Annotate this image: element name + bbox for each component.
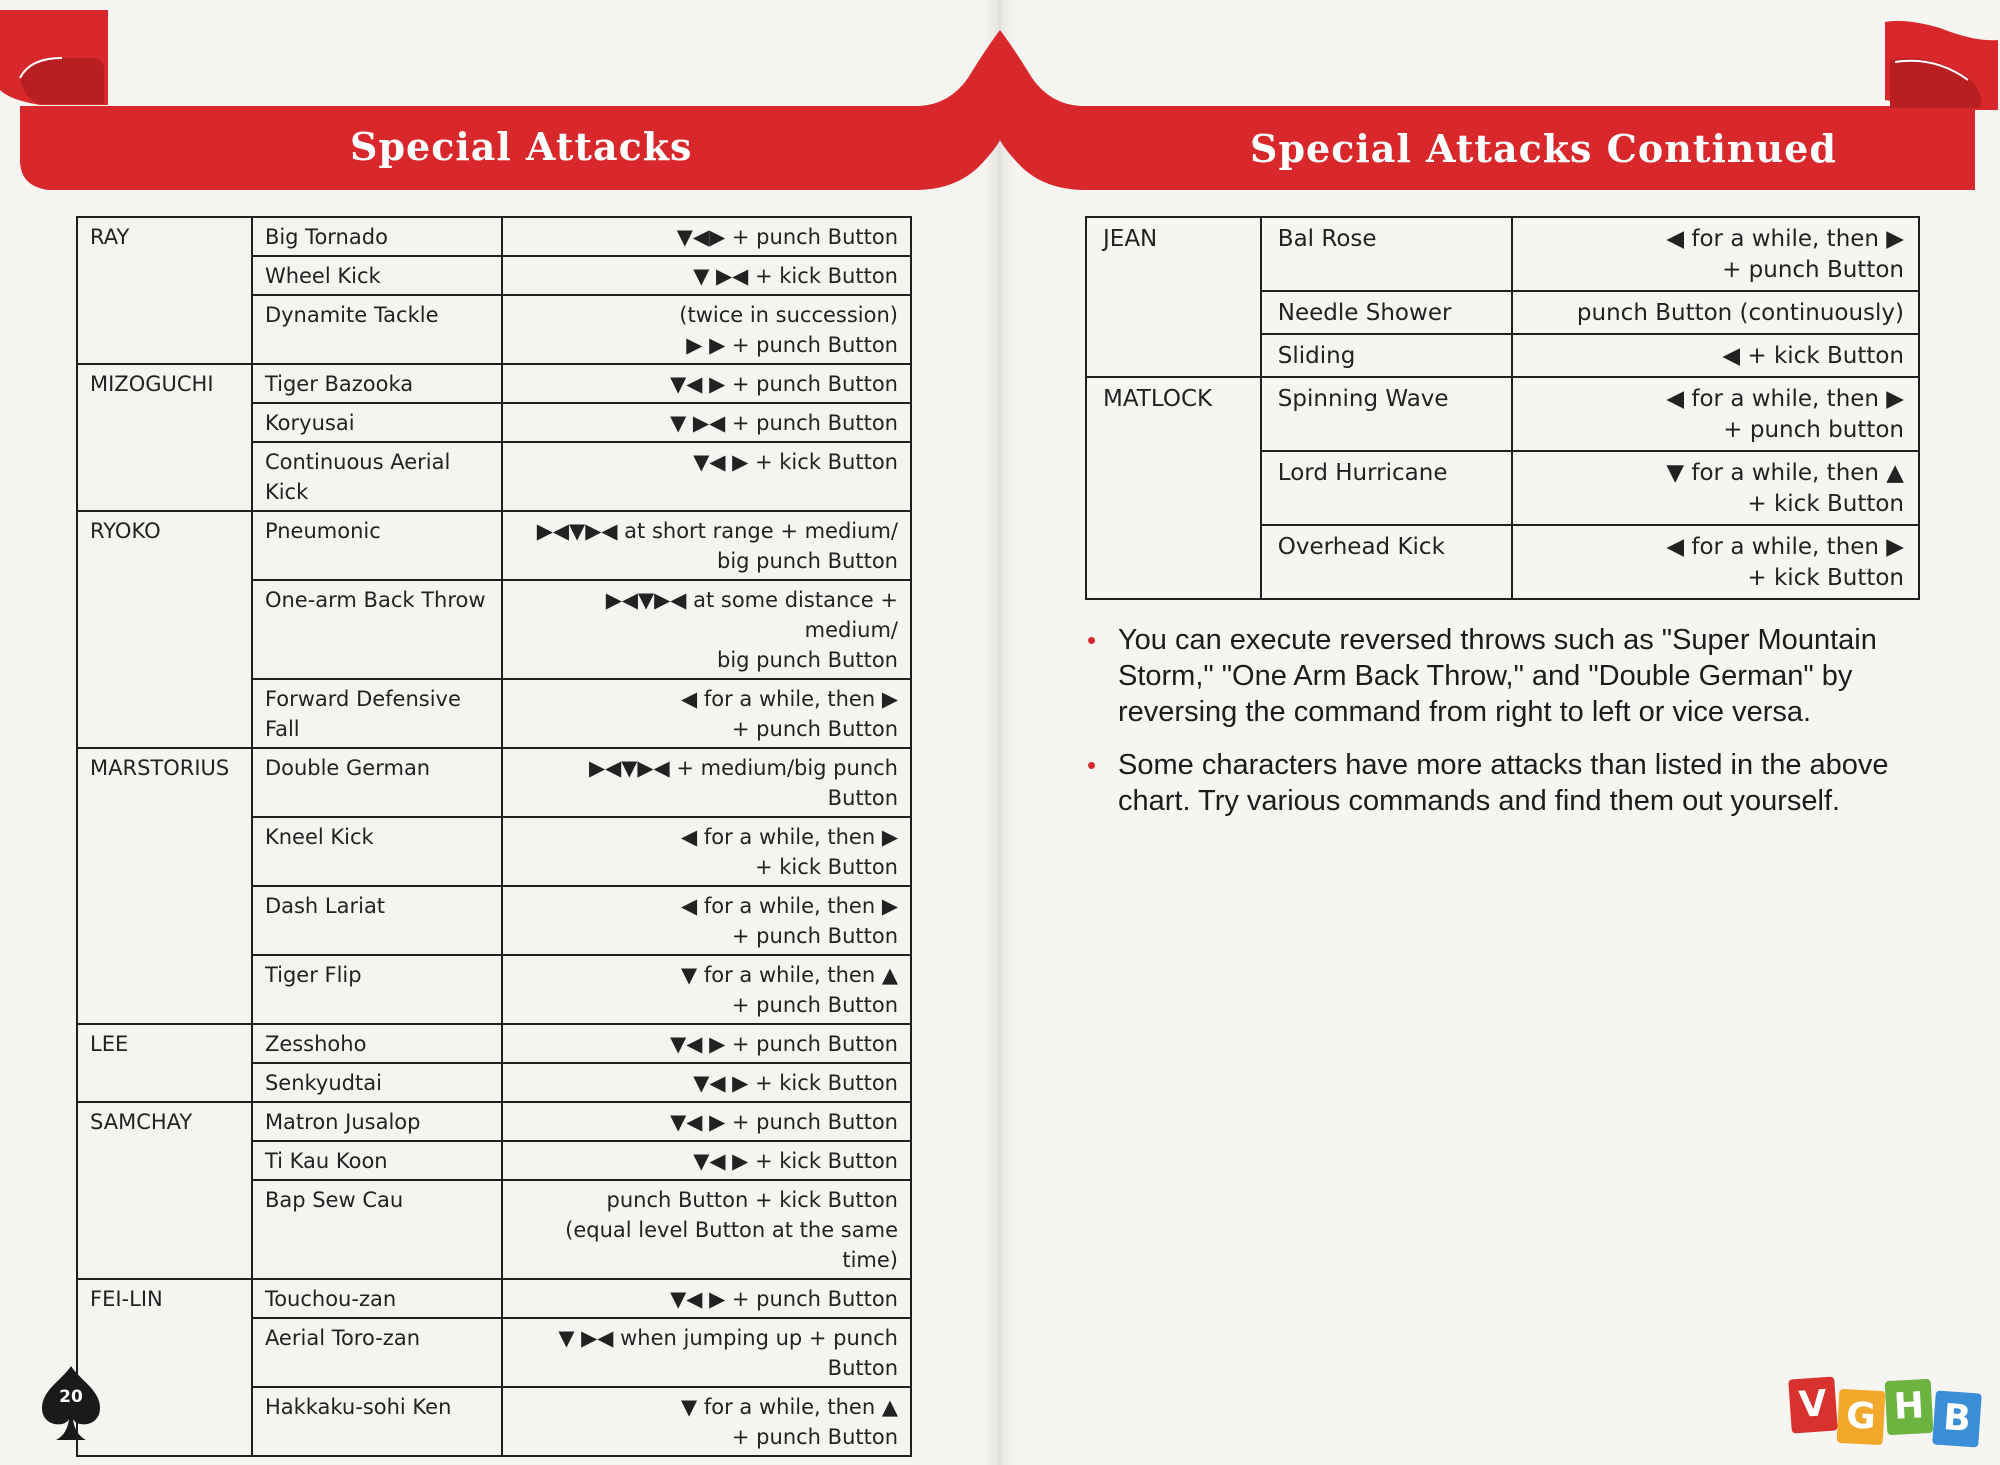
right-page-title: Special Attacks Continued <box>1250 126 1837 171</box>
right-attack-table <box>1085 216 1920 600</box>
vgmb-watermark <box>1790 1378 1990 1453</box>
note-item <box>1085 747 1925 819</box>
command-input: ◀ + kick Button <box>1512 334 1919 377</box>
attack-row <box>77 511 911 580</box>
command-input: ▼ ▶◀ when jumping up + punch Button <box>502 1318 911 1387</box>
move-name: Needle Shower <box>1261 291 1512 334</box>
character-name: RYOKO <box>77 511 252 748</box>
move-name: Lord Hurricane <box>1261 451 1512 525</box>
command-input: ▶◀▼▶◀ + medium/big punch Button <box>502 748 911 817</box>
move-name: Zesshoho <box>252 1024 502 1063</box>
move-name: Tiger Bazooka <box>252 364 502 403</box>
character-name: RAY <box>77 217 252 364</box>
page-number: 20 <box>59 1387 83 1407</box>
command-input: (twice in succession) ▶ ▶ + punch Button <box>502 295 911 364</box>
attack-row <box>77 1102 911 1141</box>
bullet-icon: • <box>1087 625 1097 655</box>
command-input: ◀ for a while, then ▶ + punch Button <box>1512 217 1919 291</box>
watermark-letter: B <box>1932 1390 1982 1447</box>
attack-row <box>77 1024 911 1063</box>
character-name: MIZOGUCHI <box>77 364 252 511</box>
move-name: Tiger Flip <box>252 955 502 1024</box>
move-name: Spinning Wave <box>1261 377 1512 451</box>
move-name: Big Tornado <box>252 217 502 256</box>
command-input: ▼◀ ▶ + punch Button <box>502 364 911 403</box>
command-input: ◀ for a while, then ▶ + kick Button <box>502 817 911 886</box>
command-input: ▼ ▶◀ + punch Button <box>502 403 911 442</box>
move-name: Kneel Kick <box>252 817 502 886</box>
bullet-icon: • <box>1087 750 1097 780</box>
left-page-title: Special Attacks <box>350 124 693 169</box>
book-gutter <box>985 0 1015 1465</box>
move-name: Continuous Aerial Kick <box>252 442 502 511</box>
move-name: Double German <box>252 748 502 817</box>
note-text: Some characters have more attacks than listed in the above chart. Try various commands and find them out yourself. <box>1118 749 1889 817</box>
command-input: ◀ for a while, then ▶ + punch Button <box>502 679 911 748</box>
move-name: Matron Jusalop <box>252 1102 502 1141</box>
move-name: Hakkaku-sohi Ken <box>252 1387 502 1456</box>
command-input: punch Button (continuously) <box>1512 291 1919 334</box>
command-input: ▼ for a while, then ▲ + punch Button <box>502 955 911 1024</box>
move-name: Koryusai <box>252 403 502 442</box>
note-text: You can execute reversed throws such as "Super Mountain Storm," "One Arm Back Throw," and "Double German" by reversing the command from right to left or vice versa. <box>1118 624 1877 728</box>
command-input: ▼ ▶◀ + kick Button <box>502 256 911 295</box>
move-name: Bal Rose <box>1261 217 1512 291</box>
attack-row <box>77 748 911 817</box>
move-name: Sliding <box>1261 334 1512 377</box>
character-name: MARSTORIUS <box>77 748 252 1024</box>
command-input: ▶◀▼▶◀ at some distance + medium/ big punch Button <box>502 580 911 679</box>
move-name: Dynamite Tackle <box>252 295 502 364</box>
command-input: punch Button + kick Button (equal level Button at the same time) <box>502 1180 911 1279</box>
watermark-letter: G <box>1837 1389 1886 1445</box>
move-name: Senkyudtai <box>252 1063 502 1102</box>
move-name: Overhead Kick <box>1261 525 1512 599</box>
character-name: MATLOCK <box>1086 377 1261 599</box>
move-name: Forward Defensive Fall <box>252 679 502 748</box>
move-name: Dash Lariat <box>252 886 502 955</box>
character-name: LEE <box>77 1024 252 1102</box>
attack-row <box>77 217 911 256</box>
attack-row <box>1086 217 1919 291</box>
command-input: ◀ for a while, then ▶ + punch button <box>1512 377 1919 451</box>
move-name: One-arm Back Throw <box>252 580 502 679</box>
move-name: Aerial Toro-zan <box>252 1318 502 1387</box>
move-name: Ti Kau Koon <box>252 1141 502 1180</box>
move-name: Pneumonic <box>252 511 502 580</box>
move-name: Wheel Kick <box>252 256 502 295</box>
command-input: ▼◀ ▶ + punch Button <box>502 1279 911 1318</box>
command-input: ◀ for a while, then ▶ + punch Button <box>502 886 911 955</box>
command-input: ◀ for a while, then ▶ + kick Button <box>1512 525 1919 599</box>
attack-row <box>1086 377 1919 451</box>
move-name: Touchou-zan <box>252 1279 502 1318</box>
attack-row <box>77 364 911 403</box>
left-attack-table <box>76 216 912 1457</box>
command-input: ▼◀▶ + punch Button <box>502 217 911 256</box>
command-input: ▼◀ ▶ + kick Button <box>502 442 911 511</box>
character-name: FEI-LIN <box>77 1279 252 1456</box>
command-input: ▼◀ ▶ + kick Button <box>502 1063 911 1102</box>
command-input: ▶◀▼▶◀ at short range + medium/ big punch Button <box>502 511 911 580</box>
character-name: SAMCHAY <box>77 1102 252 1279</box>
note-item <box>1085 622 1925 730</box>
command-input: ▼ for a while, then ▲ + kick Button <box>1512 451 1919 525</box>
notes-list <box>1085 622 1925 836</box>
move-name: Bap Sew Cau <box>252 1180 502 1279</box>
command-input: ▼◀ ▶ + punch Button <box>502 1024 911 1063</box>
watermark-letter: H <box>1885 1379 1934 1435</box>
page-number-badge <box>40 1364 102 1442</box>
attack-row <box>77 1279 911 1318</box>
character-name: JEAN <box>1086 217 1261 377</box>
command-input: ▼◀ ▶ + kick Button <box>502 1141 911 1180</box>
watermark-letter: V <box>1788 1376 1838 1433</box>
command-input: ▼ for a while, then ▲ + punch Button <box>502 1387 911 1456</box>
command-input: ▼◀ ▶ + punch Button <box>502 1102 911 1141</box>
